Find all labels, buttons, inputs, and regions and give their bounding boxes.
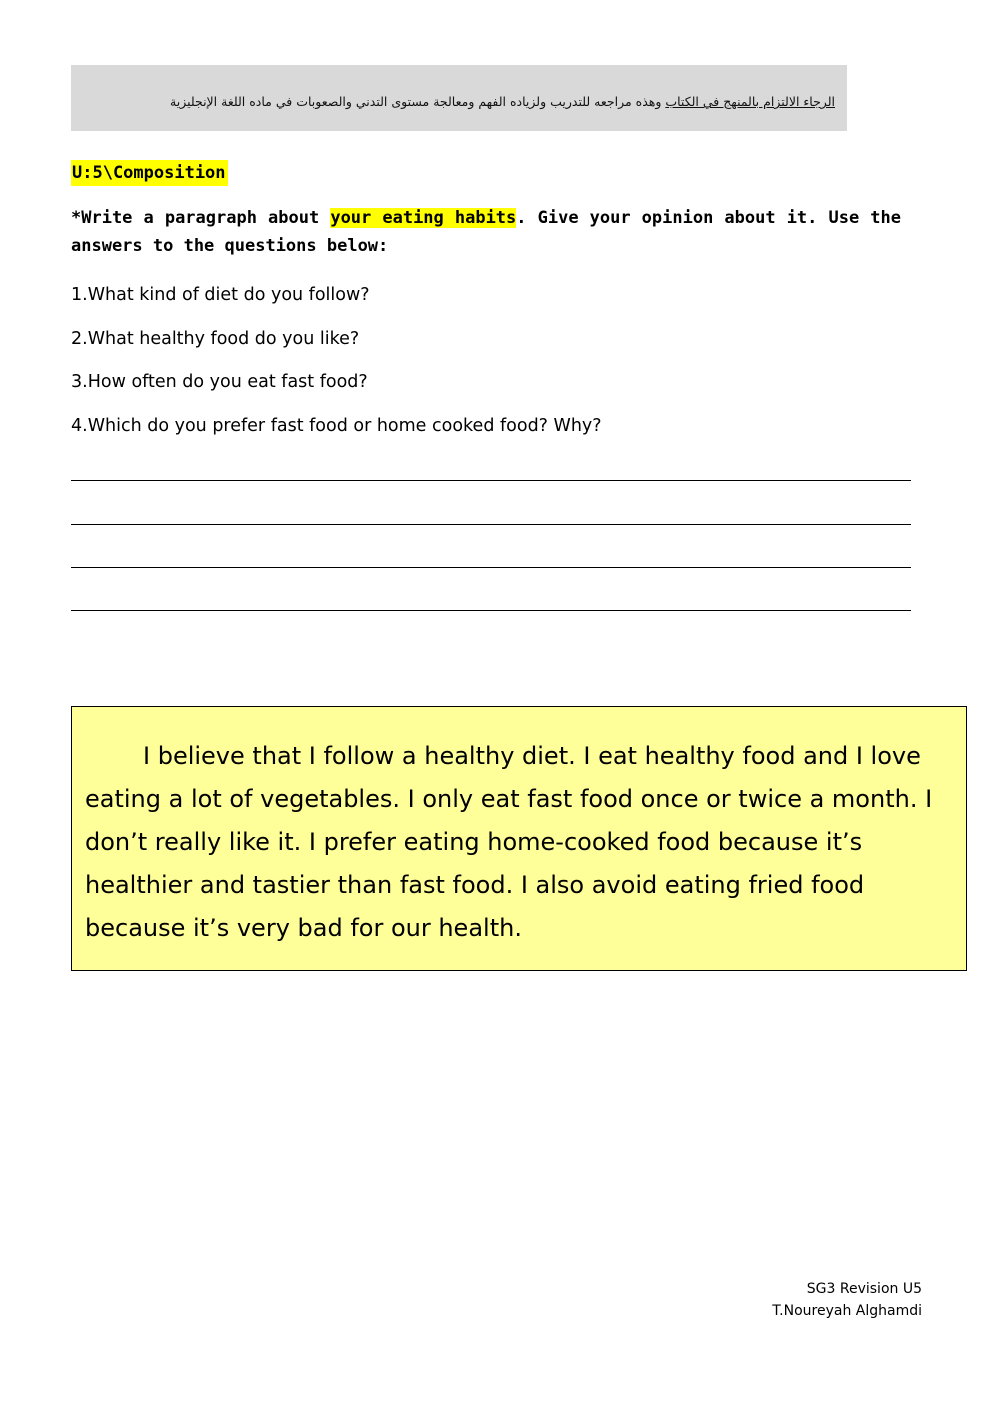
instruction-text <box>71 204 901 260</box>
arabic-notice-underlined: الرجاء الالتزام بالمنهج في الكتاب <box>665 94 835 109</box>
question-2: 2.What healthy food do you like? <box>71 329 360 349</box>
arabic-notice-text <box>170 94 835 109</box>
arabic-notice-box <box>71 65 847 131</box>
arabic-notice-rest: وهذه مراجعه للتدريب ولزياده الفهم ومعالجة مستوى التدني والصعوبات في ماده اللغة الإنجليزية <box>170 94 666 109</box>
writing-line-4[interactable] <box>71 610 911 611</box>
instruction-before: *Write a paragraph about <box>71 208 331 228</box>
footer-revision: SG3 Revision U5 <box>806 1281 922 1297</box>
writing-line-2[interactable] <box>71 524 911 525</box>
unit-title: U:5\Composition <box>71 160 228 186</box>
question-4: 4.Which do you prefer fast food or home cooked food? Why? <box>71 416 602 436</box>
model-answer-box <box>71 706 967 971</box>
instruction-after: . Give your opinion about it. Use the answers to the questions below: <box>71 208 901 256</box>
question-1: 1.What kind of diet do you follow? <box>71 285 370 305</box>
instruction-highlight: your eating habits <box>330 208 517 228</box>
footer-teacher: T.Noureyah Alghamdi <box>772 1303 922 1319</box>
writing-line-3[interactable] <box>71 567 911 568</box>
model-answer-text: I believe that I follow a healthy diet. I eat healthy food and I love eating a lot of vegetables. I only eat fast food once or twice a month. I don’t really like it. I prefer eating home-cooked food because it’s healthier and tastier than fast food. I also avoid eating fried food because it’s very bad for our health. <box>85 742 933 942</box>
writing-line-1[interactable] <box>71 480 911 481</box>
question-3: 3.How often do you eat fast food? <box>71 372 368 392</box>
